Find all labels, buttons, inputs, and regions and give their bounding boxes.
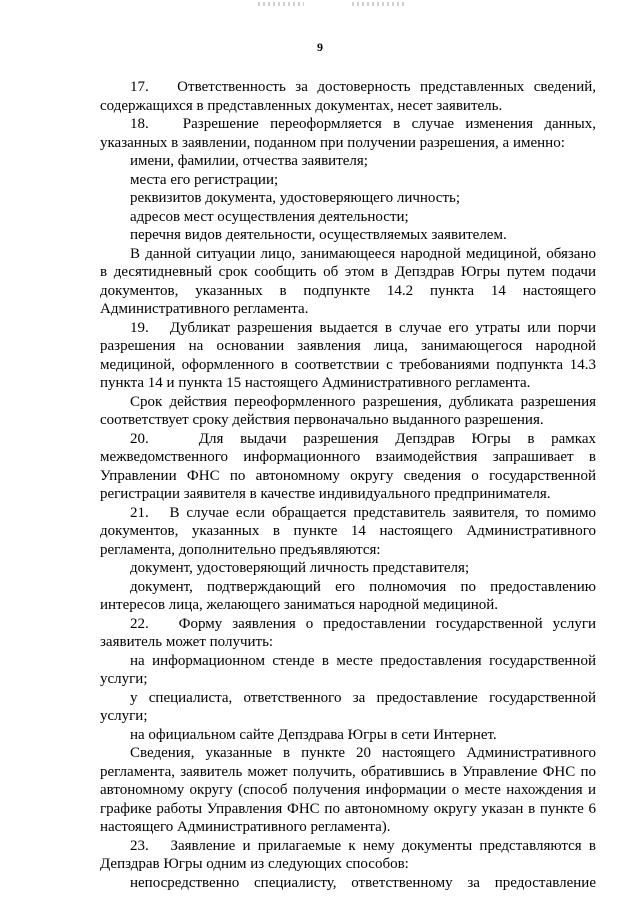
list-item: на официальном сайте Депздрава Югры в сети Интернет.	[130, 726, 497, 743]
list-item: у специалиста, ответственного за предоставление государственной услуги;	[100, 689, 596, 724]
list-item: адресов мест осуществления деятельности;	[130, 208, 409, 225]
paragraph-18: 18. Разрешение переоформляется в случае изменения данных, указанных в заявлении, поданном при получении разрешения, а именно:	[100, 116, 596, 151]
list-item: документ, удостоверяющий личность представителя;	[130, 560, 470, 576]
list-item: перечня видов деятельности, осуществляемых заявителем.	[130, 227, 507, 243]
paragraph-21: 21. В случае если обращается представитель заявителя, то помимо документов, указанных в пункте 14 настоящего Административного регламента, дополнительно предъявляются:	[100, 504, 596, 558]
paragraph-22: 22. Форму заявления о предоставлении государственной услуги заявитель может получить:	[100, 615, 596, 650]
list-item: на информационном стенде в месте предоставления государственной услуги;	[100, 652, 596, 687]
list-item: места его регистрации;	[130, 171, 279, 188]
paragraph: Сведения, указанные в пункте 20 настоящего Административного регламента, заявитель может получить, обратившись в Управление ФНС по автономному округу (способ получения информации о месте нахождения и графике работы Управления ФНС по автономному округу указан в пункте 6 настоящего Административного регламента).	[100, 745, 596, 835]
list-item: непосредственно специалисту, ответственному за предоставление	[130, 874, 596, 891]
list-item: реквизитов документа, удостоверяющего личность;	[130, 190, 461, 206]
paragraph: Срок действия переоформленного разрешения, дубликата разрешения соответствует сроку действия первоначально выданного разрешения.	[100, 393, 596, 428]
page-number: 9	[317, 40, 323, 54]
paragraph-17: 17. Ответственность за достоверность представленных сведений, содержащихся в представленных документах, несет заявитель.	[100, 79, 596, 114]
document-body	[100, 78, 596, 892]
list-item: имени, фамилии, отчества заявителя;	[130, 153, 368, 169]
scan-artifact	[258, 2, 304, 6]
paragraph: В данной ситуации лицо, занимающееся народной медициной, обязано в десятидневный срок сообщить об этом в Депздрав Югры путем подачи документов, указанных в подпункте 14.2 пункта 14 настоящего Административного регламента.	[100, 245, 596, 317]
scan-artifact	[352, 2, 406, 6]
paragraph-20: 20. Для выдачи разрешения Депздрав Югры в рамках межведомственного информационного взаимодействия запрашивает в Управлении ФНС по автономному округу сведения о государственной регистрации заявителя в качестве индивидуального предпринимателя.	[100, 430, 596, 502]
paragraph-23: 23. Заявление и прилагаемые к нему документы представляются в Депздрав Югры одним из следующих способов:	[100, 837, 596, 872]
list-item: документ, подтверждающий его полномочия по предоставлению интересов лица, желающего заниматься народной медициной.	[100, 578, 596, 613]
paragraph-19: 19. Дубликат разрешения выдается в случае его утраты или порчи разрешения на основании заявления лица, занимающегося народной медициной, оформленного в соответствии с требованиями подпункта 14.3 пункта 14 и пункта 15 настоящего Административного регламента.	[100, 319, 596, 391]
